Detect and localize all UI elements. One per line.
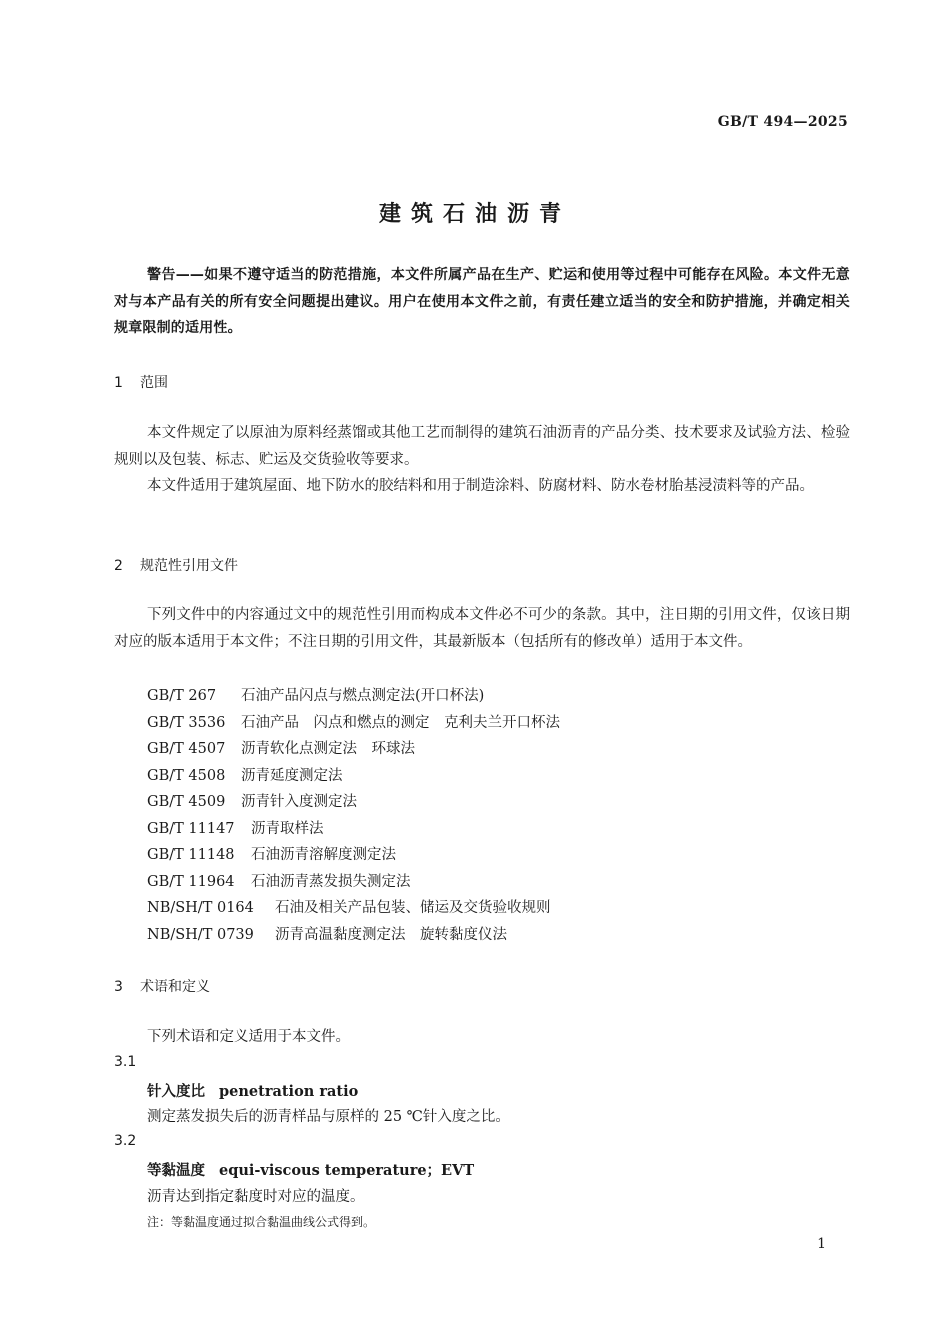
reference-item [147,684,484,705]
reference-title: 石油产品 闪点和燃点的测定 克利夫兰开口杯法 [241,715,560,731]
reference-item [147,896,551,917]
term-english: penetration ratio [219,1083,359,1100]
reference-code: GB/T 3536 [147,715,226,731]
scope-paragraph-2: 本文件适用于建筑屋面、地下防水的胶结料和用于制造涂料、防腐材料、防水卷材胎基浸渍料等的产品。 [147,478,814,494]
reference-code: NB/SH/T 0164 [147,900,254,916]
reference-item [147,923,507,944]
reference-title: 沥青软化点测定法 环球法 [241,741,415,757]
term-note: 注：等黏温度通过拟合黏温曲线公式得到。 [147,1215,376,1229]
reference-code: GB/T 4507 [147,741,226,757]
references-intro: 下列文件中的内容通过文中的规范性引用而构成本文件必不可少的条款。其中，注日期的引用文件，仅该日期对应的版本适用于本文件；不注日期的引用文件，其最新版本（包括所有的修改单）适用于本文件。 [114,607,850,650]
section-number: 3 [114,979,123,995]
section-title: 范围 [140,375,168,391]
section-number: 2 [114,558,123,574]
reference-code: GB/T 11147 [147,821,235,837]
term-chinese: 等黏温度 [147,1163,205,1179]
reference-item [147,870,411,891]
reference-item [147,737,415,758]
reference-title: 石油及相关产品包装、储运及交货验收规则 [275,900,551,916]
reference-code: GB/T 267 [147,688,217,704]
reference-title: 沥青取样法 [251,821,324,837]
term-entry [147,1159,474,1180]
reference-code: GB/T 4508 [147,768,226,784]
reference-item [147,764,343,785]
term-definition: 测定蒸发损失后的沥青样品与原样的 25 ℃针入度之比。 [147,1109,510,1125]
section-title: 术语和定义 [140,979,210,995]
warning-paragraph: 警告——如果不遵守适当的防范措施，本文件所属产品在生产、贮运和使用等过程中可能存在风险。本文件无意对与本产品有关的所有安全问题提出建议。用户在使用本文件之前，有责任建立适当的安全和防护措施，并确定相关规章限制的适用性。 [114,267,850,336]
reference-item [147,817,324,838]
clause-number: 3.2 [114,1133,137,1149]
reference-code: GB/T 11148 [147,847,235,863]
reference-code: NB/SH/T 0739 [147,927,254,943]
reference-item [147,711,560,732]
document-title: 建筑石油沥青 [378,202,571,227]
section-title: 规范性引用文件 [140,558,238,574]
section-heading-terms [114,976,210,996]
reference-title: 石油沥青溶解度测定法 [251,847,396,863]
reference-code: GB/T 4509 [147,794,226,810]
term-chinese: 针入度比 [147,1084,205,1100]
reference-title: 石油沥青蒸发损失测定法 [251,874,411,890]
terms-intro: 下列术语和定义适用于本文件。 [147,1029,350,1045]
term-entry [147,1080,358,1101]
reference-title: 沥青针入度测定法 [241,794,357,810]
reference-code: GB/T 11964 [147,874,235,890]
section-heading-normative-references [114,555,238,575]
reference-title: 沥青延度测定法 [241,768,343,784]
clause-number: 3.1 [114,1054,137,1070]
reference-title: 沥青高温黏度测定法 旋转黏度仪法 [275,927,507,943]
term-english: equi-viscous temperature；EVT [219,1162,475,1179]
term-definition: 沥青达到指定黏度时对应的温度。 [147,1189,365,1205]
page-number: 1 [817,1236,826,1252]
scope-paragraph-1: 本文件规定了以原油为原料经蒸馏或其他工艺而制得的建筑石油沥青的产品分类、技术要求及试验方法、检验规则以及包装、标志、贮运及交货验收等要求。 [114,425,850,468]
section-heading-scope [114,372,168,392]
standard-number: GB/T 494—2025 [717,114,848,130]
reference-title: 石油产品闪点与燃点测定法(开口杯法) [241,688,485,704]
reference-item [147,843,396,864]
section-number: 1 [114,375,123,391]
reference-item [147,790,357,811]
